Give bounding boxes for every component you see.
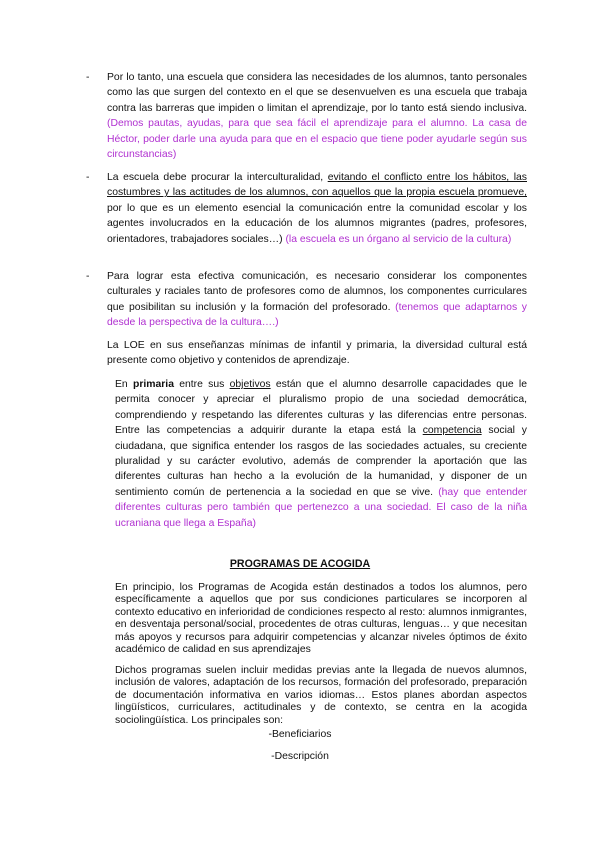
bullet-interculturality [86, 170, 527, 247]
primaria-text: social y ciudadana, que significa entender los rasgos de las sociedades actuales, su creciente pluralidad y su carácter evolutivo, además de comprender la aportación que las diferentes culturas han hecho a la evolución de la humanidad, y disponer de un sentimiento común de pertenencia a la sociedad en que se vive. [115, 425, 527, 498]
acogida-paragraph-1: En principio, los Programas de Acogida están destinados a todos los alumnos, pero específicamente a aquellos que por sus condiciones particulares se incorporen al contexto educativo en inferioridad de condiciones respecto al resto: alumnos inmigrantes, en desventaja personal/social, procedentes de otras culturas, lenguas… y que necesitan más apoyos y recursos para adquirir competencias y alcanzar niveles óptimos de éxito académico de calidad en sus aprendizajes [115, 582, 527, 656]
bullet-dash: - [86, 172, 90, 183]
handwritten-note: (hay que entender diferentes culturas pero también que pertenezco a una sociedad. El caso de la niña ucraniana que llega a España) [115, 486, 527, 529]
objetivos-underlined: objetivos [229, 379, 271, 390]
primaria-text: En [115, 379, 133, 390]
bullet-dash: - [86, 271, 90, 282]
primaria-paragraph [115, 377, 527, 531]
bullet-communication [86, 269, 528, 331]
bullet-text-continued: por lo que es un elemento esencial la comunicación entre la comunidad escolar y los agentes involucrados en la educación de los alumnos migrantes (padres, profesores, orientadores, trabajadores sociales…) [107, 202, 527, 245]
bullet-text: La escuela debe procurar la interculturalidad, [107, 172, 328, 183]
handwritten-note: (Demos pautas, ayudas, para que sea fácil el aprendizaje para el alumno. La casa de Héctor, poder darle una ayuda para que en el espacio que tiene poder ayudarle según sus circunstancias) [107, 118, 527, 161]
bullet-inclusive-school [86, 70, 527, 162]
primaria-text: entre sus [173, 379, 230, 390]
section-heading: PROGRAMAS DE ACOGIDA [229, 558, 371, 570]
acogida-paragraph-2: Dichos programas suelen incluir medidas previas ante la llegada de nuevos alumnos, inclusión de valores, adaptación de los recursos, formación del profesorado, preparación de documentación informativa en varios idiomas… Estos planes abordan aspectos lingüísticos, curriculares, actitudinales y de contexto, se centra en la acogida sociolingüística. Los principales son: [115, 665, 527, 726]
loe-paragraph: La LOE en sus enseñanzas mínimas de infantil y primaria, la diversidad cultural está presente como objetivo y contenidos de aprendizaje. [107, 340, 527, 367]
bullet-text: Para lograr esta efectiva comunicación, es necesario considerar los componentes culturales y raciales tanto de profesores como de alumnos, los componentes curriculares que posibilitan su inclusión y la formación del profesorado. [107, 271, 527, 313]
handwritten-note: (tenemos que adaptarnos y desde la perspectiva de la cultura….) [107, 301, 528, 329]
primaria-text: están que el alumno desarrolle capacidades que le permita conocer y apreciar el pluralismo propio de una sociedad democrática, comprendiendo y respetando las diferentes culturas y las diferencias entre personas. Entre las competencias a adquirir durante la etapa está la [115, 379, 527, 437]
list-item-beneficiarios: -Beneficiarios [268, 729, 332, 740]
primaria-bold: primaria [132, 379, 174, 390]
competencia-underlined: competencia [422, 425, 482, 437]
bullet-text: Por lo tanto, una escuela que considera las necesidades de los alumnos, tanto personales como las que surgen del contexto en el que se desenvuelven es una escuela que trabaja contra las barreras que impiden o limitan el aprendizaje, por lo tanto está siendo inclusiva. [107, 72, 527, 114]
list-item-descripcion: -Descripción [271, 751, 329, 762]
bullet-dash: - [86, 72, 90, 83]
underlined-text: evitando el conflicto entre los hábitos, las costumbres y las actitudes de los alumnos, con aquellos que la propia escuela promueve, [107, 172, 527, 199]
handwritten-note: (la escuela es un órgano al servicio de la cultura) [285, 233, 512, 245]
